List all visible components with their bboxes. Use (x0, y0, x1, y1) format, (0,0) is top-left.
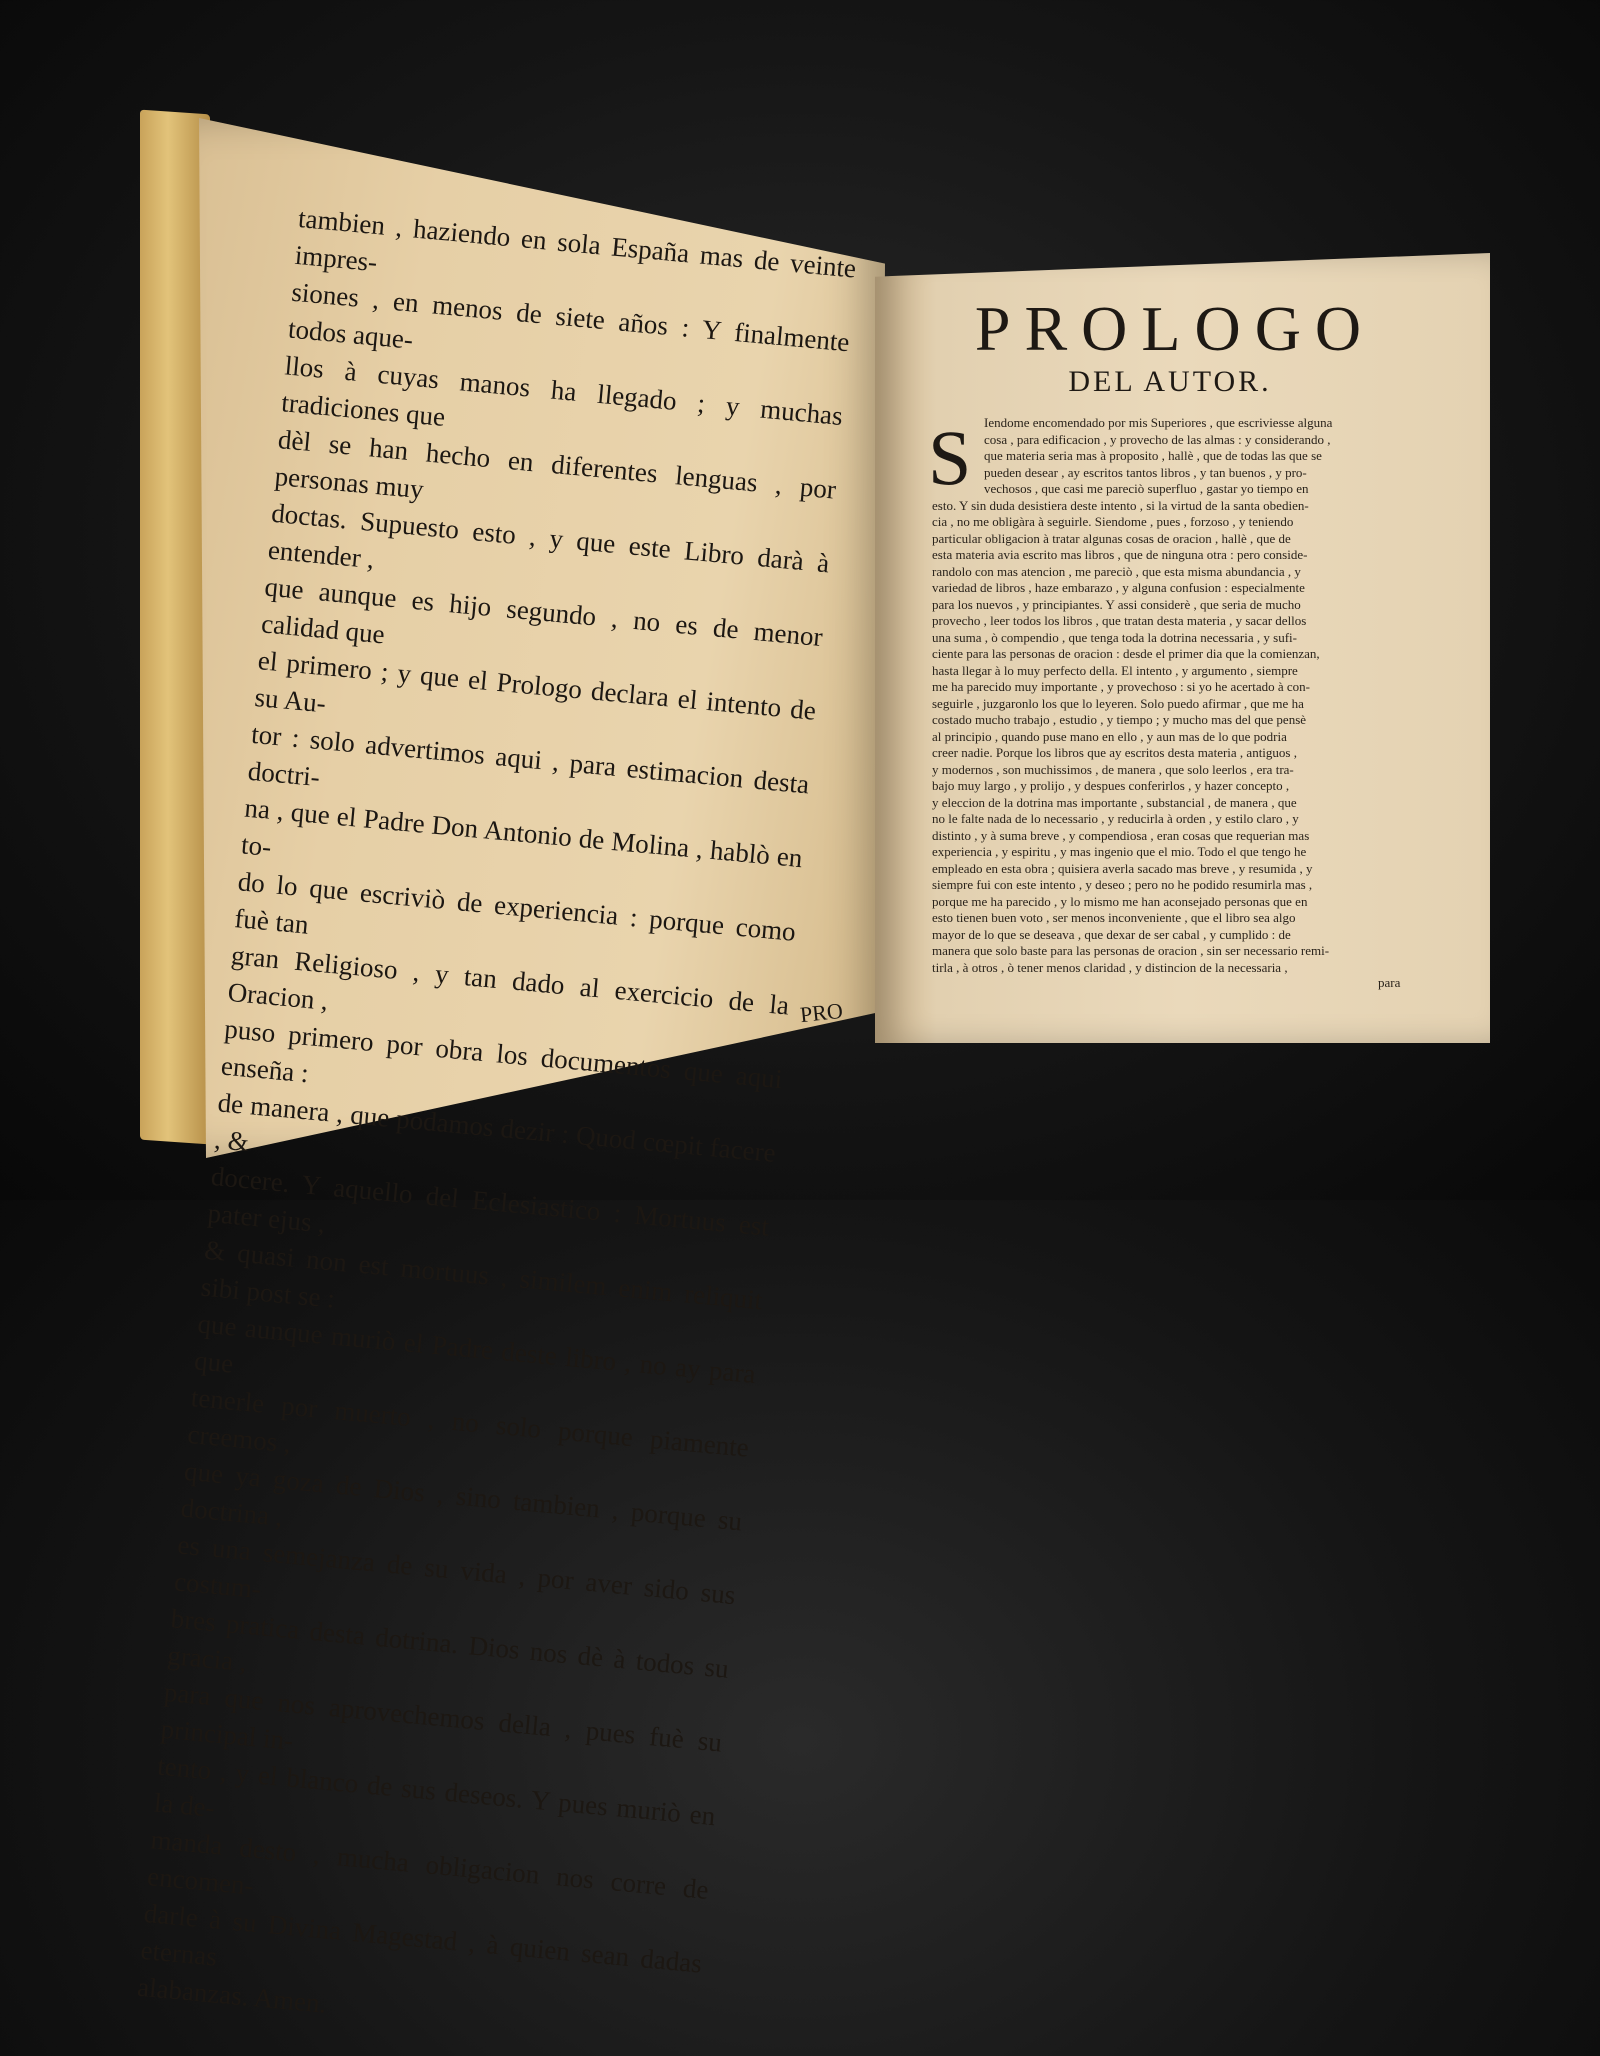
prologue-title: PROLOGO (974, 293, 1376, 364)
right-page-catchword: para (1378, 975, 1401, 990)
indented-line: cosa , para edificacion , y provecho de las almas : y considerando , (984, 431, 1331, 447)
indented-line: pueden desear , ay escritos tantos libros , y tan buenos , y pro- (984, 464, 1307, 480)
indented-line: Iendome encomendado por mis Superiores , que escriviesse alguna (984, 415, 1333, 430)
drop-cap-letter: S (928, 414, 972, 501)
right-page-text (932, 415, 1427, 976)
left-page-catchword: PRO (798, 997, 844, 1028)
prologue-subtitle: DEL AUTOR. (1068, 365, 1272, 398)
left-page-paragraph: tambien , haziendo en sola España mas de veinte impres- siones , en menos de siete años : Y finalmente todos aque- llos à cuyas manos ha llegado ; y muchas tradiciones que dèl se han hecho en diferentes lenguas , por personas muy doctas. Supuesto esto , y que este Libro darà à entender , que aunque es hijo segundo , no es de menor calidad que el primero ; y que el Prologo declara el intento de su Au- tor : solo advertimos aqui , para estimacion desta doctri- na , que el Padre Don Antonio de Molina , hablò en to- do lo que escriviò de experiencia : porque como fuè tan gran Religioso , y tan dado al exercicio de la Oracion , puso primero por obra los documentos que aqui enseña : de manera , que podamos dezir : Quod cœpit facere , & docere. Y aquello del Eclesiastico : Mortuus est pater ejus , & quasi non est mortuus , similem enim reliquit sibi post se : que aunque muriò el Padre deste libro , no ay para que tenerle por muerto , no solo porque piamente creemos , que ya goza de Dios , sino tambien , porque su doctrina , es una semejanza de su vida , por aver sido sus costum- bres pratica desta dotrina. Dios nos dè à todos su gracia , para que nos aprovechemos della , pues fuè su principal in- tento , y el blanco de sus deseos. Y pues muriò en la de- manda desto , mucha obligacion nos corre de encomen- darle à su Divina Magestad , à quien sean dadas eternas alabanzas. Amen. (136, 202, 858, 2019)
book-cover-edge (140, 110, 210, 1145)
indented-line: que materia seria mas à proposito , hallè , que de todas las que se (984, 448, 1322, 463)
indented-line: vechosos , que casi me pareciò superfluo , gastar yo tiempo en (984, 481, 1309, 496)
right-page-body: esto. Y sin duda desistiera deste intento , si la virtud de la santa obedien- cia , no me obligàra à seguirle. Siendome , pues , forzoso , y teniendo particular obligacion à tratar algunas cosas de oracion , hallè , que de esta materia avia escrito mas libros , que de ninguna otra : pero conside- randolo con mas atencion , me pareciò , que esta misma abundancia , y variedad de libros , haze embarazo , y alguna confusion : especialmente para los nuevos , y principiantes. Y assi considerè , que seria de mucho provecho , leer todos los libros , que tratan desta materia , y sacar dellos una suma , ò compendio , que tenga toda la dotrina necessaria , y sufi- ciente para las personas de oracion : desde el primer dia que la comienzan, hasta llegar à lo muy perfecto della. El intento , y argumento , siempre me ha parecido muy importante , y provechoso : si yo he acertado à con- seguirle , juzgaronlo los que lo leyeren. Solo puedo afirmar , que me ha costado mucho trabajo , estudio , y tiempo ; y mucho mas del que pensè al principio , quando puse mano en ello , y aun mas de lo que podria creer nadie. Porque los libros que ay escritos desta materia , antiguos , y modernos , son muchissimos , de manera , que solo leerlos , era tra- bajo muy largo , y prolijo , y despues conferirlos , y hazer concepto , y eleccion de la dotrina mas importante , substancial , de manera , que no le falte nada de lo necessario , y reducirla à orden , y estilo claro , y distinto , y à suma breve , y compendiosa , eran cosas que requerian mas experiencia , y espiritu , y mas ingenio que el mio. Todo el que tengo he empleado en esta obra ; quisiera averla sacado mas breve , y resumida , y siempre fui con este intento , y deseo ; pero no he podido resumirla mas , porque me ha parecido , y lo mismo me han aconsejado personas que en esto tienen buen voto , ser menos inconveniente , que el libro sea algo mayor de lo que se deseava , que dexar de ser cabal , y cumplido : de manera que solo baste para las personas de oracion , sin ser necessario remi- tirla , à otros , ò tener menos claridad , y distincion de la necessaria , (932, 497, 1330, 975)
